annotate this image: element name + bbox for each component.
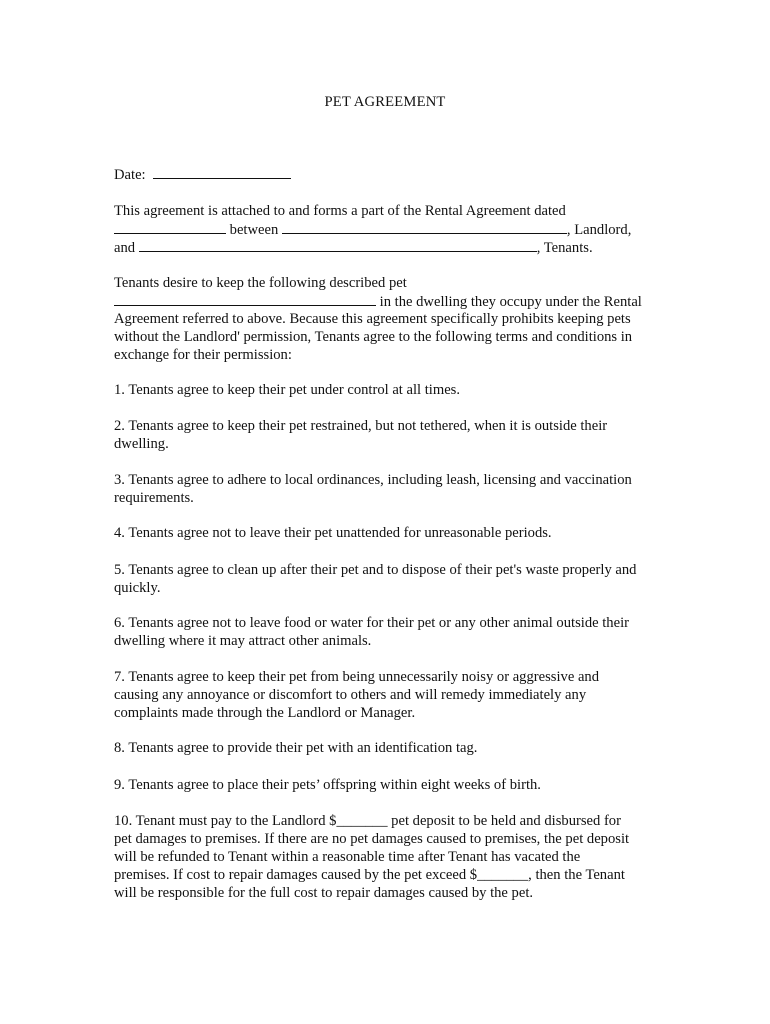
- term-9: [114, 776, 662, 794]
- date-line: [114, 165, 662, 183]
- date-blank[interactable]: [153, 165, 291, 179]
- desire-line-2-text: in the dwelling they occupy under the Rental: [376, 294, 642, 310]
- term-6: [114, 614, 662, 650]
- intro-line-3: [114, 238, 662, 256]
- term-8-line: 8. Tenants agree to provide their pet with an identification tag.: [114, 740, 478, 756]
- term-6-line-2: dwelling where it may attract other animals.: [114, 633, 372, 649]
- term-10: [114, 812, 662, 902]
- tenants-text: , Tenants.: [536, 240, 593, 256]
- pet-description-paragraph: [114, 274, 662, 364]
- term-1: [114, 381, 662, 399]
- landlord-text: , Landlord,: [566, 222, 632, 238]
- pet-description-blank[interactable]: [114, 292, 376, 306]
- intro-line-2: [114, 220, 662, 238]
- desire-line-4: without the Landlord' permission, Tenants agree to the following terms and conditions in: [114, 329, 633, 345]
- term-6-line-1: 6. Tenants agree not to leave food or water for their pet or any other animal outside their: [114, 615, 629, 631]
- term-3-line-1: 3. Tenants agree to adhere to local ordinances, including leash, licensing and vaccination: [114, 472, 632, 488]
- rental-date-blank[interactable]: [114, 220, 226, 234]
- term-10-line-5: will be responsible for the full cost to repair damages caused by the pet.: [114, 885, 534, 901]
- term-7-line-2: causing any annoyance or discomfort to others and will remedy immediately any: [114, 687, 587, 703]
- term-3-line-2: requirements.: [114, 490, 194, 506]
- desire-line-2: [114, 292, 662, 310]
- term-10-line-4: premises. If cost to repair damages caused by the pet exceed $_______, then the Tenant: [114, 867, 625, 883]
- term-2: [114, 417, 662, 453]
- term-2-line-2: dwelling.: [114, 436, 169, 452]
- term-4: [114, 524, 662, 542]
- term-7: [114, 668, 662, 722]
- term-3: [114, 471, 662, 507]
- term-2-line-1: 2. Tenants agree to keep their pet restrained, but not tethered, when it is outside their: [114, 418, 608, 434]
- term-8: [114, 739, 662, 757]
- term-4-line: 4. Tenants agree not to leave their pet unattended for unreasonable periods.: [114, 525, 552, 541]
- term-7-line-1: 7. Tenants agree to keep their pet from being unnecessarily noisy or aggressive and: [114, 669, 600, 685]
- intro-line-1: This agreement is attached to and forms a part of the Rental Agreement dated: [114, 203, 566, 219]
- desire-line-5: exchange for their permission:: [114, 347, 292, 363]
- term-10-line-2: pet damages to premises. If there are no pet damages caused to premises, the pet deposit: [114, 831, 630, 847]
- term-5: [114, 561, 662, 597]
- intro-paragraph: [114, 202, 662, 256]
- term-10-line-1: 10. Tenant must pay to the Landlord $_______ pet deposit to be held and disbursed for: [114, 813, 621, 829]
- document-title: PET AGREEMENT: [324, 94, 446, 110]
- term-9-line: 9. Tenants agree to place their pets’ offspring within eight weeks of birth.: [114, 777, 541, 793]
- tenants-name-blank[interactable]: [139, 238, 537, 252]
- term-10-line-3: will be refunded to Tenant within a reasonable time after Tenant has vacated the: [114, 849, 581, 865]
- between-text: between: [226, 222, 282, 238]
- date-label: Date:: [114, 167, 146, 183]
- term-5-line-2: quickly.: [114, 580, 161, 596]
- term-7-line-3: complaints made through the Landlord or Manager.: [114, 705, 416, 721]
- desire-line-1: Tenants desire to keep the following described pet: [114, 275, 407, 291]
- term-1-line: 1. Tenants agree to keep their pet under control at all times.: [114, 382, 461, 398]
- and-text: and: [114, 240, 139, 256]
- term-5-line-1: 5. Tenants agree to clean up after their pet and to dispose of their pet's waste properly and: [114, 562, 637, 578]
- landlord-name-blank[interactable]: [282, 220, 567, 234]
- desire-line-3: Agreement referred to above. Because this agreement specifically prohibits keeping pets: [114, 311, 631, 327]
